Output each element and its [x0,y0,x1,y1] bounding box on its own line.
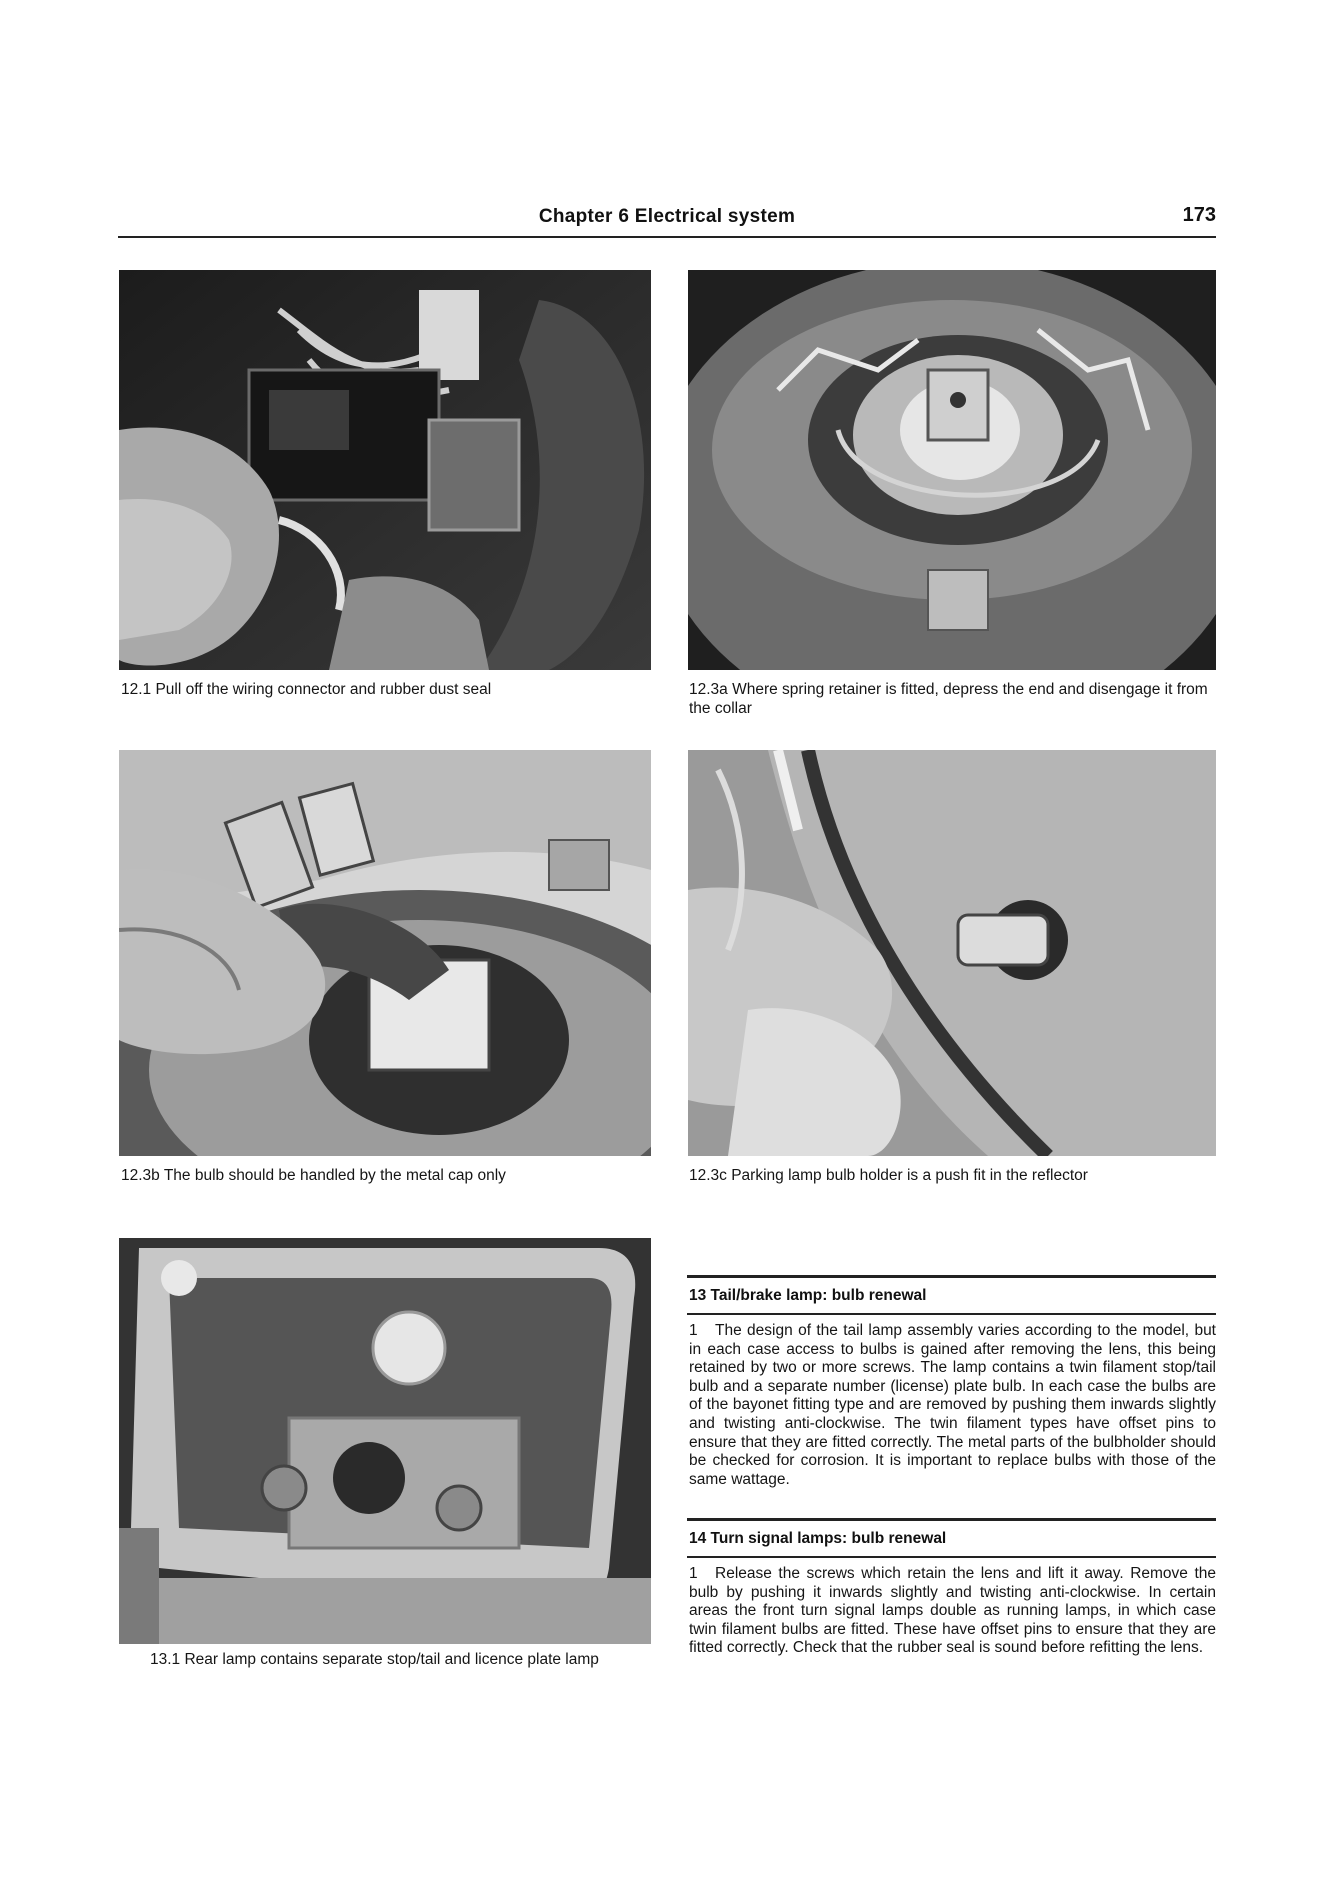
section-14-bottom-rule [687,1556,1216,1558]
page-number: 173 [1182,204,1216,226]
caption-12-1: 12.1 Pull off the wiring connector and rubber dust seal [121,681,492,698]
caption-12-3c: 12.3c Parking lamp bulb holder is a push fit in the reflector [689,1167,1088,1184]
caption-12-3b: 12.3b The bulb should be handled by the metal cap only [121,1167,506,1184]
section-13-bottom-rule [687,1313,1216,1315]
section-14-top-rule [687,1518,1216,1521]
section-13-paragraph [689,1322,1216,1489]
section-13-title: 13 Tail/brake lamp: bulb renewal [689,1287,927,1304]
photo-rear-lamp [119,1238,651,1644]
section-13-top-rule [687,1275,1216,1278]
section-14-paragraph [689,1565,1216,1658]
photo-spring-retainer [688,270,1216,670]
photo-bulb-metal-cap [119,750,651,1156]
caption-12-3a: 12.3a Where spring retainer is fitted, depress the end and disengage it from the collar [689,681,1208,717]
paragraph-text: Release the screws which retain the lens and lift it away. Remove the bulb by pushing it inwards slightly and twisting anti-clockwise. In certain areas the front turn signal lamps double as running lamps, in which case twin filament bulbs are fitted. These have offset pins to ensure that they are fitted correctly. Check that the rubber seal is sound before refitting the lens. [689,1565,1216,1657]
paragraph-number: 1 [689,1322,698,1339]
photo-parking-lamp [688,750,1216,1156]
caption-13-1: 13.1 Rear lamp contains separate stop/tail and licence plate lamp [150,1651,599,1668]
header-rule [118,236,1216,238]
paragraph-number: 1 [689,1565,698,1582]
photo-wiring-connector [119,270,651,670]
paragraph-text: The design of the tail lamp assembly varies according to the model, but in each case access to bulbs is gained after removing the lens, this being retained by two or more screws. The lamp contains a twin filament stop/tail bulb and a separate number (license) plate bulb. In each case the bulbs are of the bayonet fitting type and are removed by pushing them inwards slightly and twisting anti-clockwise. The twin filament types have offset pins to ensure that they are fitted correctly. The metal parts of the bulbholder should be checked for corrosion. It is important to replace bulbs with those of the same wattage. [689,1322,1216,1488]
section-14-title: 14 Turn signal lamps: bulb renewal [689,1530,947,1547]
running-head: Chapter 6 Electrical system [538,206,796,227]
